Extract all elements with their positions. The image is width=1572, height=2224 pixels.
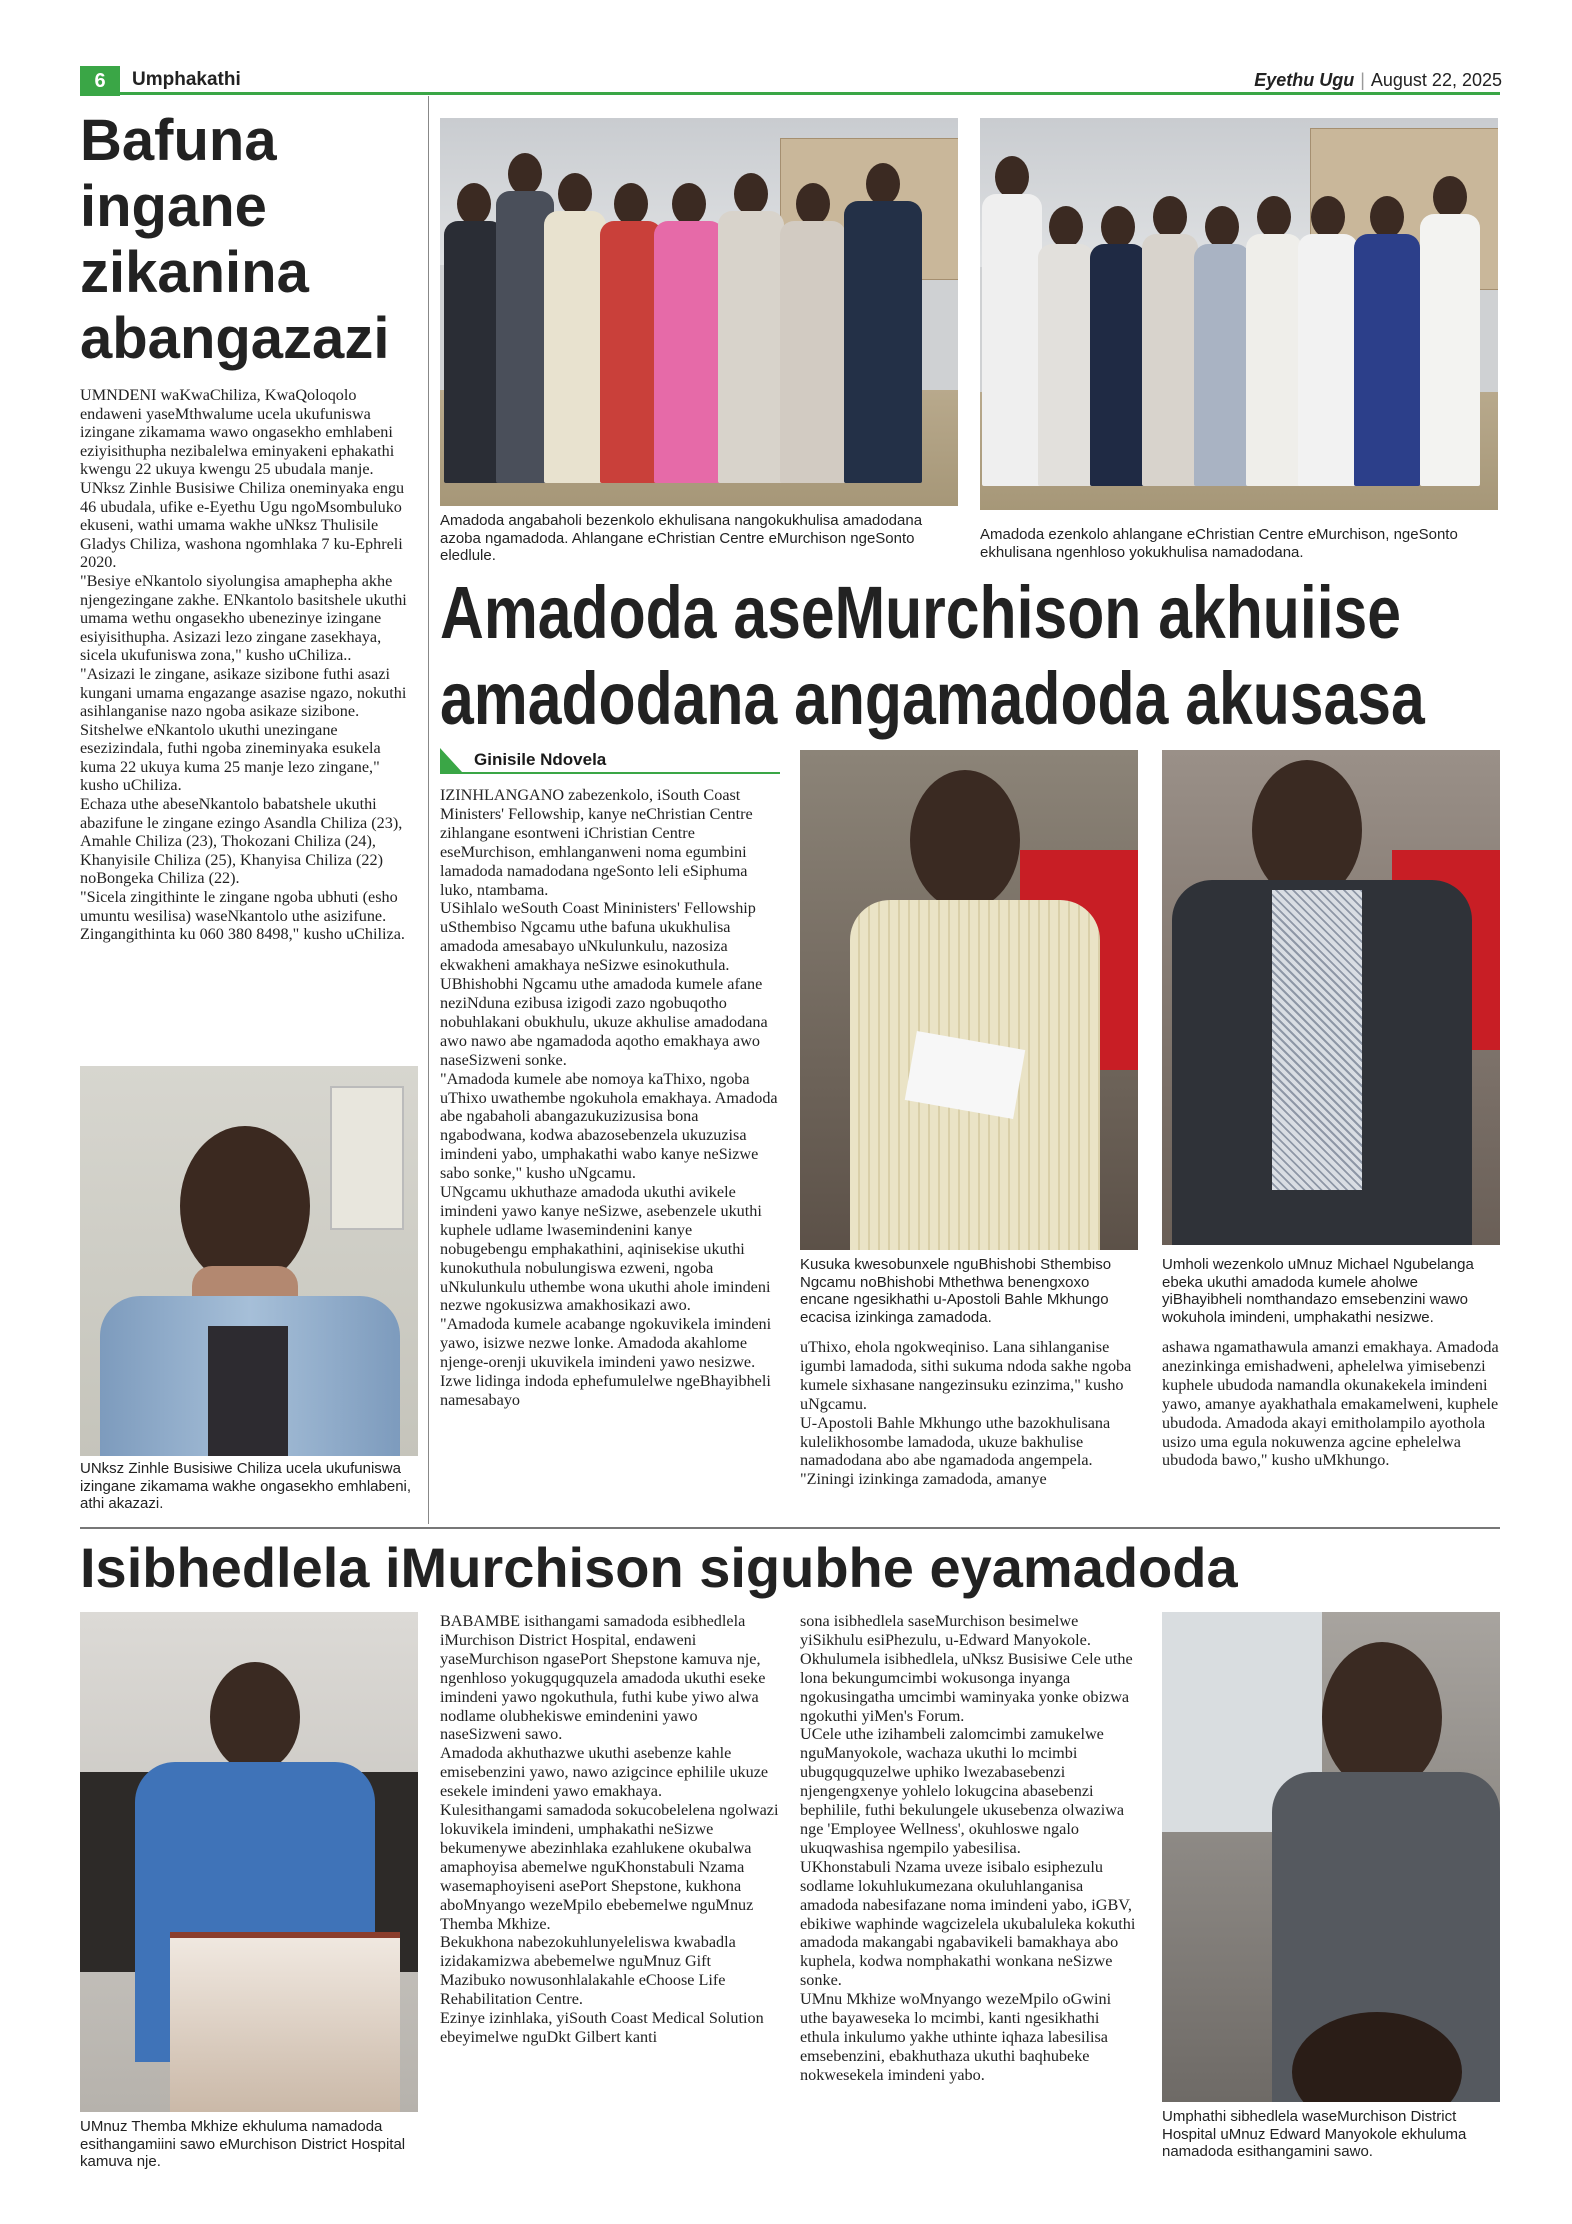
photo-mkhize xyxy=(80,1612,418,2112)
byline-author: Ginisile Ndovela xyxy=(474,750,607,769)
person xyxy=(780,183,846,483)
column-divider xyxy=(428,96,429,1524)
photo-subject-head xyxy=(210,1662,300,1772)
left-article-body: UMNDENI waKwaChiliza, KwaQoloqolo endaweni yaseMthwalume ucela ukufuniswa izingane zikamama wawo ongasekho emhlabeni eziyisithupha nezibalelwa eminyakeni ephakathi kwengu 22 ukuya kwengu 25 ubudala manje. UNksz Zinhle Busisiwe Chiliza oneminyaka engu 46 ubudala, ufike e-Eyethu Ugu ngoMsombuluko ekuseni, wathi umama wakhe uNksz Thulisile Gladys Chiliza, washona ngomhlaka 7 ku-Ephreli 2020. "Besiye eNkantolo siyolungisa amaphepha akhe njengezingane zakhe. ENkantolo basitshele ukuthi umama wethu ongasekho ubenezinye izingane esiyisithupha. Asizazi lezo zingane zasekhaya, sicela ukufuniswa zona," kusho uChiliza.. "Asizazi le zingane, asikaze sizibone futhi asazi kungani umama engazange asazise ngazo, nokuthi asihlanganise nazo ngoba asikaze sizibone. Sitshelwe eNkantolo ukuthi unezingane esezizindala, futhi ngoba zineminyaka esukela kuma 22 ukuya kuma 25 manje lezo zingane," kusho uChiliza. Echaza uthe abeseNkantolo babatshele ukuthi abazifune le zingane ezingo Asandla Chiliza (23), Amahle Chiliza (23), Thokozani Chiliza (24), Khanyisile Chiliza (25), Khanyisa Chiliza (22) noBongeka Chiliza (22). "Sicela zingithinte le zingane ngoba ubhuti (esho umuntu wesilisa) waseNkantolo uthe asizifune. Zingangithinta ku 060 380 8498," kusho uChiliza. xyxy=(80,386,407,944)
person xyxy=(654,183,724,483)
person xyxy=(1038,206,1094,486)
group-photo-right xyxy=(980,118,1498,510)
person xyxy=(1420,176,1480,486)
publication-date: August 22, 2025 xyxy=(1370,70,1502,90)
main-article-col1: IZINHLANGANO zabezenkolo, iSouth Coast Ministers' Fellowship, kanye neChristian Centre zihlangane esontweni iChristian Centre eseMurchison, emhlanganweni noma egumbini lamadoda namadodana ngeSonto leli eSiphuma luko, ntambama. USihlalo weSouth Coast Mininisters' Fellowship uSthembiso Ngcamu uthe bafuna ukukhulisa amadoda amesabayo uNkulunkulu, nazosiza ekwakheni amakhaya neSizwe esinokuthula. UBhishobhi Ngcamu uthe amadoda kumele afane neziNduna ezibusa izigodi zazo ngobuqotho nobuhlakani obukhulu, ukuze akhulise amadodana awo nawo abe ngamadoda aqotho emakhaya awo naseSizweni sonke. "Amadoda kumele abe nomoya kaThixo, ngoba uThixo uwathembe ngokuhola emakhaya. Amadoda abe ngabaholi abangazukuzizusisa bona ngabodwana, kodwa abazosebenzela ukuzuzisa imindeni yabo, umphakathi wabo kanye neSizwe sabo sonke," kusho uNgcamu. UNgcamu ukhuthaze amadoda ukuthi avikele imindeni yawo kanye neSizwe, asebenzele ukuthi kuphele udlame lwasemindenini kanye nobugebengu emphakathini, aqinisekise ukuthi kunokuthula nobulungiswa ezweni, ngoba uNkulunkulu uthembe wona ukuthi ahole imindeni nezwe ngokusizwa amakhosikazi awo. "Amadoda kumele acabange ngokuvikela imindeni yawo, isizwe nezwe lonke. Amadoda akahlome njenge-orenji ukuvikela imindeni yawo nesizwe. Izwe lidinga indoda ephefumulelwe ngeBhayibheli namesabayo xyxy=(440,786,778,1409)
photo-chiliza xyxy=(80,1066,418,1456)
bottom-photo-left-caption: UMnuz Themba Mkhize ekhuluma namadoda esithangamiini sawo eMurchison District Hospital kamuva nje. xyxy=(80,2118,406,2170)
person xyxy=(1090,206,1146,486)
photo-window xyxy=(330,1086,404,1230)
photo-ngcamu xyxy=(800,750,1138,1250)
bottom-headline: Isibhedlela iMurchison sigubhe eyamadoda xyxy=(80,1536,1238,1599)
bottom-article-col2: sona isibhedlela saseMurchison besimelwe yiSikhulu esiPhezulu, u-Edward Manyokole. Okhulumela isibhedlela, uNksz Busisiwe Cele uthe lona bekungumcimbi wokusonga inyanga ngokusingatha umcimbi waminyaka yonke obizwa ngokuthi yiMen's Forum. UCele uthe izihambeli zalomcimbi zamukelwe nguManyokole, wachaza ukuthi lo mcimbi ubugqugquzelwe uphiko lwezabasebenzi njengengxenye yohlelo lokugcina abasebenzi bephilile, futhi bekulungele ukusebenza olwaziwa nge 'Employee Wellness', okuhloswe ngalo ukuqwashisa ngempilo yabesilisa. UKhonstabuli Nzama uveze isibalo esiphezulu sodlame lokuhlukumezana okuluhlanganisa amadoda nabesifazane noma imindeni yabo, iGBV, ebikiwe waphinde wagcizelela ukubaluleka kokuthi amadoda makangabi ngabavikeli bamakhaya abo kuphela, kodwa nomphakathi wonkana neSizwe sonke. UMnu Mkhize woMnyango wezeMpilo oGwini uthe bayaweseka lo mcimbi, kanti ngesikhathi ethula inkulumo yakhe uthinte iqhaza labesilisa emsebenzini, ebakhuthaza ukuthi baqhubeke nokwesekela imindeni yabo. xyxy=(800,1612,1136,2084)
header-rule xyxy=(80,92,1500,95)
page-number: 6 xyxy=(80,66,120,96)
group-photo-left xyxy=(440,118,958,506)
person xyxy=(1298,196,1358,486)
photo-manyokole xyxy=(1162,1612,1500,2102)
main-headline-line1: Amadoda aseMurchison akhuiise xyxy=(440,571,1402,654)
person xyxy=(718,173,784,483)
photo-subject-head xyxy=(180,1126,310,1286)
person xyxy=(1142,196,1198,486)
section-divider xyxy=(80,1527,1500,1529)
photo-ngubelanga xyxy=(1162,750,1500,1245)
photo-subject-top xyxy=(208,1326,288,1456)
person xyxy=(600,183,662,483)
publication-name: Eyethu Ugu xyxy=(1254,70,1355,90)
person xyxy=(1354,196,1420,486)
person xyxy=(1194,206,1250,486)
main-article-col3: ashawa ngamathawula amanzi emakhaya. Amadoda anezinkinga emishadweni, aphelelwa yimisebenzi kuphele ubudoda namandla okunakekela imindeni yawo, amanye ayakhathala emakamelweni, kuphele ubudoda. Amadoda akayi emitholampilo ayothola usizo uma egula nokuwenza agcine ephelelwa ubudoda bawo," kusho uMkhungo. xyxy=(1162,1338,1499,1470)
person xyxy=(444,183,504,483)
photo-subject-shirt xyxy=(1272,890,1362,1190)
separator: | xyxy=(1360,70,1365,90)
publication-info xyxy=(1254,66,1502,94)
photo-subject-head xyxy=(1322,1642,1442,1792)
person xyxy=(982,156,1042,486)
main-photo-left-caption: Kusuka kwesobunxele nguBhishobi Sthembiso Ngcamu noBhishobi Mthethwa benengxoxo encane ngesikhathi u-Apostoli Bahle Mkhungo ecacisa izinkinga zamadoda. xyxy=(800,1256,1112,1326)
main-article-col2: uThixo, ehola ngokweqiniso. Lana sihlanganise igumbi lamadoda, sithi sukuma ndoda sakhe ngoba kumele sixhasane nangezinsuku ezinzima," kusho uNgcamu. U-Apostoli Bahle Mkhungo uthe bazokhulisana kulelikhosombe lamadoda, ukuze bakhulise namadodana abo abe ngamadoda angempela. "Ziningi izinkinga zamadoda, amanye xyxy=(800,1338,1132,1489)
photo-podium xyxy=(170,1932,400,2112)
main-headline xyxy=(440,570,1425,742)
photo-subject-head xyxy=(1252,760,1362,900)
photo-subject-head xyxy=(910,770,1020,910)
top-left-caption: Amadoda angabaholi bezenkolo ekhulisana nangokukhulisa amadodana azoba ngamadoda. Ahlangane eChristian Centre eMurchison ngeSonto eledlule. xyxy=(440,512,923,564)
person xyxy=(844,163,922,483)
byline xyxy=(440,748,780,774)
top-right-caption: Amadoda ezenkolo ahlangane eChristian Centre eMurchison, ngeSonto ekhulisana ngenhloso yokukhulisa namadodana. xyxy=(980,526,1458,561)
bottom-photo-right-caption: Umphathi sibhedlela waseMurchison District Hospital uMnuz Edward Manyokole ekhuluma namadoda esithangamini sawo. xyxy=(1162,2108,1467,2160)
byline-triangle-icon xyxy=(440,748,462,772)
left-photo-caption: UNksz Zinhle Busisiwe Chiliza ucela ukufuniswa izingane zikamama wakhe ongasekho emhlabeni, athi akazazi. xyxy=(80,1460,412,1512)
main-headline-line2: amadodana angamadoda akusasa xyxy=(440,657,1425,740)
bottom-article-col1: BABAMBE isithangami samadoda esibhedlela iMurchison District Hospital, endaweni yaseMurchison ngasePort Shepstone kamuva nje, ngenhloso yokugqugquzela amadoda ukuthi eseke imindeni yawo ngokuthula, futhi kube yiwo alwa nodlame olubhekiswe emindenini yawo naseSizweni sawo. Amadoda akhuthazwe ukuthi asebenze kahle emisebenzini yawo, nawo azigcince ephilile ukuze esekele imindeni yawo emakhaya. Kulesithangami samadoda sokucobelelena ngolwazi lokuvikela imindeni, umphakathi neSizwe bekumenywe abezinhlaka ezahlukene okubalwa amaphoyisa abemelwe nguKhonstabuli Nzama wasemaphoyiseni asePort Shepstone, kukhona aboMnyango wezeMpilo ebebemelwe nguMnuz Themba Mkhize. Bekukhona nabezokuhlunyeleliswa kwabadla izidakamizwa abebemelwe nguMnuz Gift Mazibuko nowusonhlalakahle eChoose Life Rehabilitation Centre. Ezinye izinhlaka, yiSouth Coast Medical Solution ebeyimelwe nguDkt Gilbert kanti xyxy=(440,1612,779,2046)
main-photo-right-caption: Umholi wezenkolo uMnuz Michael Ngubelanga ebeka ukuthi amadoda kumele aholwe yiBhayibheli nomthandazo emsebenzini wawo wokuhola imindeni, umphakathi nesizwe. xyxy=(1162,1256,1474,1326)
person xyxy=(544,173,606,483)
section-title: Umphakathi xyxy=(132,69,241,90)
person xyxy=(1246,196,1302,486)
left-headline: Bafuna ingane zikanina abangazazi xyxy=(80,108,390,371)
